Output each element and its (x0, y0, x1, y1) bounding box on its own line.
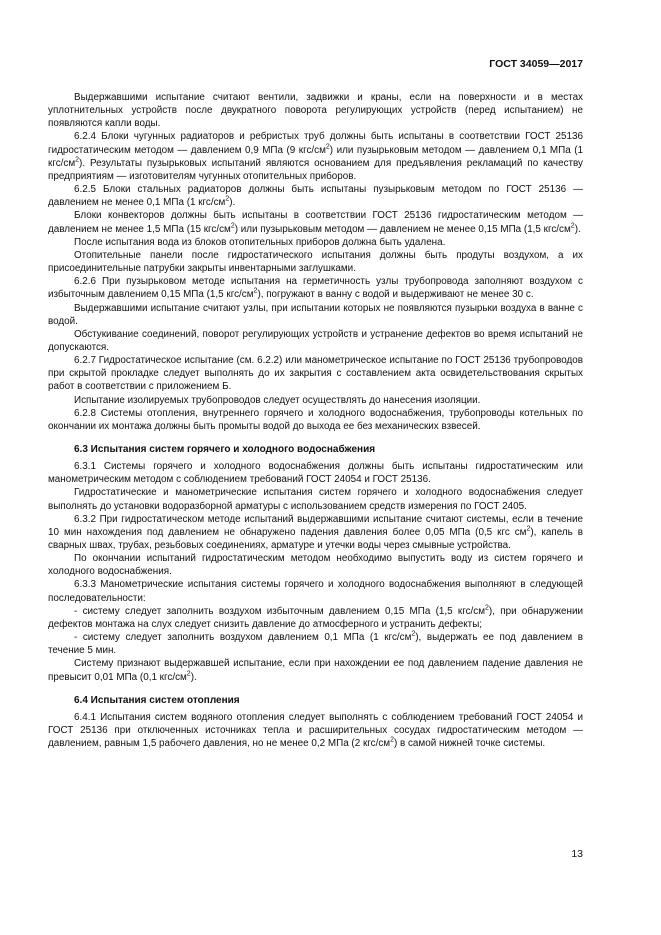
paragraph: 6.2.4 Блоки чугунных радиаторов и ребристых труб должны быть испытаны в соответствии ГОСТ 25136 гидростатическим методом — давлением 0,9 МПа (9 кгс/$см^2$) или пузырьковым методом — давлением 0,1 МПа (1 кгс/$см^2$). Результаты пузырьковых испытаний являются основанием для предъявления рекламаций по качеству предприятиям — изготовителям чугунных отопительных приборов. (48, 131, 584, 182)
paragraph: По окончании испытаний гидростатическим методом необходимо выпустить воду из систем горячего и холодного водоснабжения. (48, 553, 583, 578)
paragraph: Систему признают выдержавшей испытание, если при нахождении ее под давлением падение давления не превысит 0,01 МПа (0,1 кгс/$см^2$). (48, 658, 583, 683)
paragraph: 6.2.7 Гидростатическое испытание (см. 6.2.2) или манометрическое испытание по ГОСТ 25136 трубопроводов при скрытой прокладке следует выполнять до их закрытия с составлением акта освидетельствования скрытых работ в соответствии с приложением Б. (48, 355, 583, 393)
paragraph: Выдержавшими испытание считают вентили, задвижки и краны, если на поверхности и в местах уплотнительных устройств после двукратного поворота регулирующих устройств (перед испытанием) не появляются капли воды. (48, 92, 583, 130)
paragraph: Блоки конвекторов должны быть испытаны в соответствии ГОСТ 25136 гидростатическим методом — давлением не менее 1,5 МПа (15 кгс/$см^2$) или пузырьковым методом — давлением не менее 0,15 МПа (1,5 кгс/$см^2$). (48, 210, 583, 235)
paragraph: 6.3.1 Системы горячего и холодного водоснабжения должны быть испытаны гидростатическим или манометрическим методом с соблюдением требований ГОСТ 24054 и ГОСТ 25136. (48, 461, 583, 486)
paragraph: 6.3.2 При гидростатическом методе испытаний выдержавшими испытание считают системы, если в течение 10 мин нахождения под давлением не обнаружено падения давления более 0,05 МПа (0,5 кгс $см^2$), капель в сварных швах, трубах, резьбовых соединениях, арматуре и утечки воды через смывные устройства. (48, 513, 583, 551)
paragraph: Выдержавшими испытание считают узлы, при испытании которых не появляются пузырьки воздуха в ванне с водой. (48, 302, 583, 327)
document-header: ГОСТ 34059—2017 (489, 58, 583, 70)
paragraph: 6.3.3 Манометрические испытания системы горячего и холодного водоснабжения выполняют в следующей последовательности: (48, 579, 583, 604)
paragraph: 6.2.5 Блоки стальных радиаторов должны быть испытаны пузырьковым методом по ГОСТ 25136 — давлением не менее 0,1 МПа (1 кгс/$см^2$). (48, 184, 583, 209)
paragraph: - систему следует заполнить воздухом давлением 0,1 МПа (1 кгс/$см^2$), выдержать ее под давлением в течение 5 мин. (48, 630, 583, 657)
paragraph: После испытания вода из блоков отопительных приборов должна быть удалена. (74, 236, 446, 248)
section-heading: 6.3 Испытания систем горячего и холодного водоснабжения (74, 444, 376, 456)
paragraph: Обстукивание соединений, поворот регулирующих устройств и устранение дефектов во время испытаний не допускаются. (48, 328, 583, 353)
paragraph: 6.4.1 Испытания систем водяного отопления следует выполнять с соблюдением требований ГОСТ 24054 и ГОСТ 25136 при отключенных источниках тепла и расширительных сосудах гидростатическим методом — давлением, равным 1,5 рабочего давления, но не менее 0,2 МПа (2 кгс/$см^2$) в самой нижней точке системы. (48, 711, 583, 750)
paragraph: Отопительные панели после гидростатического испытания должны быть продуты воздухом, а их присоединительные патрубки закрыты инвентарными заглушками. (48, 249, 583, 275)
paragraph: 6.2.8 Системы отопления, внутреннего горячего и холодного водоснабжения, трубопроводы котельных по окончании их монтажа должны быть промыты водой до выхода ее без механических взвесей. (48, 407, 583, 432)
document-body (48, 91, 583, 750)
paragraph: Гидростатические и манометрические испытания систем горячего и холодного водоснабжения следует выполнять до установки водоразборной арматуры с использованием средств измерения по ГОСТ 2405. (48, 487, 583, 512)
paragraph: 6.2.6 При пузырьковом методе испытания на герметичность узлы трубопровода заполняют воздухом с избыточным давлением 0,15 МПа (1,5 кгс/$см^2$), погружают в ванну с водой и выдерживают не менее 30 с. (48, 276, 583, 301)
page-number: 13 (571, 848, 583, 860)
paragraph: Испытание изолируемых трубопроводов следует осуществлять до нанесения изоляции. (74, 394, 481, 406)
paragraph: - систему следует заполнить воздухом избыточным давлением 0,15 МПа (1,5 кгс/$см^2$), при обнаружении дефектов монтажа на слух следует снизить давление до атмосферного и устранить дефекты; (48, 604, 583, 630)
section-heading: 6.4 Испытания систем отопления (74, 694, 240, 706)
